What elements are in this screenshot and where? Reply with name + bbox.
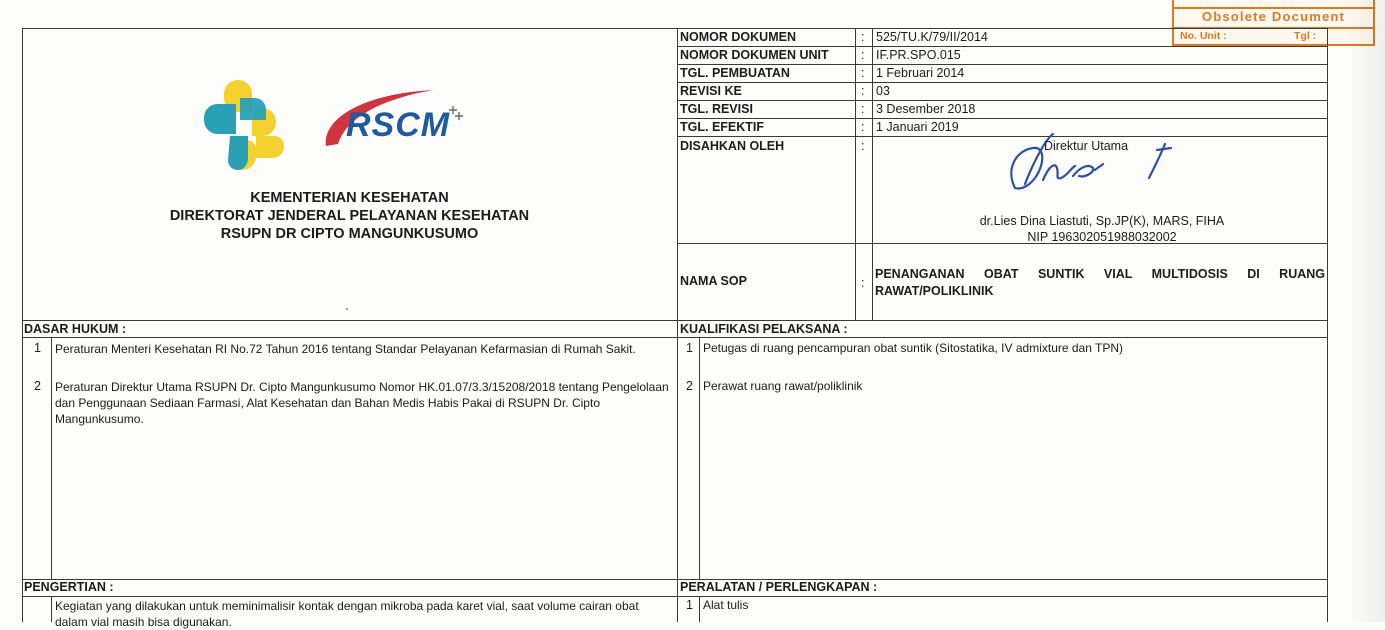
meta-colon: : — [861, 30, 865, 44]
approval-name: dr.Lies Dina Liastuti, Sp.JP(K), MARS, FIHA — [979, 214, 1225, 228]
peralatan-item-1: Alat tulis — [703, 598, 749, 612]
scan-edge-shadow — [1345, 0, 1385, 622]
dasar-hukum-item-2: Peraturan Direktur Utama RSUPN Dr. Cipto Mangunkusumo Nomor HK.01.07/3.3/15208/2018 tentang Pengelolaan dan Penggunaan Sediaan Farmasi, Alat Kesehatan dan Bahan Medis Habis Pakai di RSUPN Dr. Cipto Mangunkusumo. — [55, 380, 669, 426]
meta-value-tgl-pembuatan: 1 Februari 2014 — [876, 66, 965, 80]
approval-label: DISAHKAN OLEH — [680, 139, 785, 153]
meta-label-tgl-pembuatan: TGL. PEMBUATAN — [680, 66, 790, 80]
stamp-date-label: Tgl : — [1294, 30, 1317, 42]
meta-colon: : — [861, 102, 865, 116]
dasar-hukum-no-1: 1 — [34, 341, 41, 355]
stamp-title: Obsolete Document — [1201, 9, 1346, 24]
meta-value-nomor-dokumen: 525/TU.K/79/II/2014 — [876, 30, 988, 44]
kemenkes-emblem-icon — [200, 78, 296, 172]
ministry-logo — [200, 78, 296, 172]
kualifikasi-no-1: 1 — [686, 341, 693, 355]
institution-line-1: KEMENTERIAN KESEHATAN — [250, 190, 449, 206]
meta-value-tgl-revisi: 3 Desember 2018 — [876, 102, 976, 116]
meta-colon: : — [861, 66, 865, 80]
institution-line-3: RSUPN DR CIPTO MANGUNKUSUMO — [220, 226, 479, 242]
institution-line-2: DIREKTORAT JENDERAL PELAYANAN KESEHATAN — [169, 208, 530, 224]
sop-title: PENANGANAN OBAT SUNTIK VIAL MULTIDOSIS DI RUANG RAWAT/POLIKLINIK — [875, 267, 1325, 298]
dasar-hukum-item-1: Peraturan Menteri Kesehatan RI No.72 Tahun 2016 tentang Standar Pelayanan Kefarmasian di Rumah Sakit. — [55, 342, 636, 356]
meta-colon: : — [861, 48, 865, 62]
meta-value-revisi-ke: 03 — [876, 84, 890, 98]
meta-label-nomor-dokumen-unit: NOMOR DOKUMEN UNIT — [680, 48, 829, 62]
meta-colon: : — [861, 120, 865, 134]
scan-speck — [346, 308, 348, 310]
rscm-wordmark: RSCM — [346, 106, 451, 144]
kualifikasi-item-1: Petugas di ruang pencampuran obat suntik (Sitostatika, IV admixture dan TPN) — [703, 341, 1124, 355]
sop-colon: : — [861, 276, 865, 290]
peralatan-no-1: 1 — [686, 598, 693, 612]
sop-label: NAMA SOP — [680, 274, 747, 288]
pengertian-heading: PENGERTIAN : — [24, 580, 114, 594]
rscm-logo — [316, 86, 486, 150]
stamp-unit-label: No. Unit : — [1180, 30, 1227, 42]
dasar-hukum-heading: DASAR HUKUM : — [24, 322, 127, 336]
kualifikasi-item-2: Perawat ruang rawat/poliklinik — [703, 379, 863, 393]
approval-role: Direktur Utama — [1044, 139, 1129, 153]
meta-label-nomor-dokumen: NOMOR DOKUMEN — [680, 30, 796, 44]
approval-nip: NIP 196302051988032002 — [1027, 230, 1177, 244]
meta-value-tgl-efektif: 1 Januari 2019 — [876, 120, 959, 134]
meta-label-tgl-revisi: TGL. REVISI — [680, 102, 753, 116]
meta-colon: : — [861, 84, 865, 98]
pengertian-text: Kegiatan yang dilakukan untuk meminimalisir kontak dengan mikroba pada karet vial, saat volume cairan obat dalam vial masih bisa digunakan. — [55, 599, 639, 629]
meta-colon: : — [861, 139, 865, 153]
kualifikasi-heading: KUALIFIKASI PELAKSANA : — [680, 322, 848, 336]
meta-label-revisi-ke: REVISI KE — [680, 84, 742, 98]
peralatan-heading: PERALATAN / PERLENGKAPAN : — [680, 580, 878, 594]
dasar-hukum-no-2: 2 — [34, 379, 41, 393]
kualifikasi-no-2: 2 — [686, 379, 693, 393]
meta-label-tgl-efektif: TGL. EFEKTIF — [680, 120, 765, 134]
meta-value-nomor-dokumen-unit: IF.PR.SPO.015 — [876, 48, 961, 62]
stamp-top-strip — [1174, 0, 1373, 9]
